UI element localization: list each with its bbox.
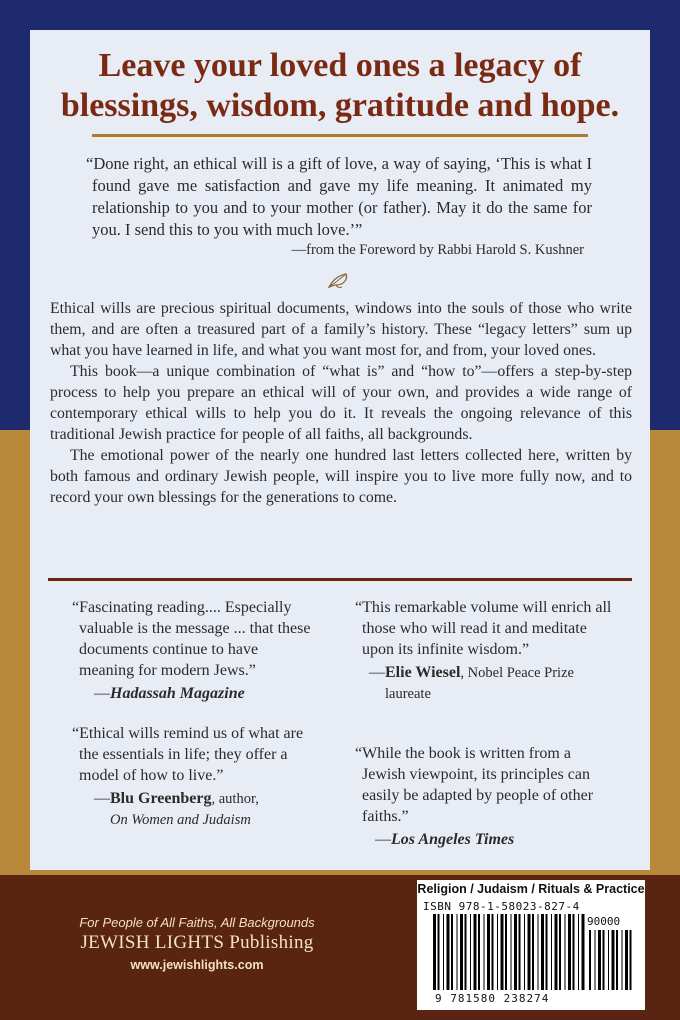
foreword-attribution: —from the Foreword by Rabbi Harold S. Kushner	[291, 242, 584, 258]
review-source: Los Angeles Times	[391, 831, 515, 848]
publisher-block	[72, 915, 322, 972]
review-detail: , Nobel Peace Prize	[460, 665, 574, 681]
description-paragraph-3: The emotional power of the nearly one hundred last letters collected here, written by both famous and ordinary Jewish people, will inspire you to live more fully now, and to record your own blessings for the generations to come.	[50, 447, 632, 506]
review-detail-2: laureate	[385, 686, 431, 702]
leaf-ornament-icon	[326, 270, 354, 290]
review-la-times	[355, 743, 615, 850]
review-hadassah	[72, 597, 312, 704]
review-dash: —	[375, 831, 391, 848]
back-cover-panel	[30, 30, 650, 870]
category-label: Religion / Judaism / Rituals & Practice	[417, 882, 645, 896]
review-source: Blu Greenberg	[110, 790, 212, 807]
review-greenberg	[72, 723, 317, 831]
brown-divider	[48, 578, 632, 581]
publisher-name: JEWISH LIGHTS Publishing	[80, 932, 314, 953]
review-attribution	[72, 683, 312, 704]
headline-line-2: blessings, wisdom, gratitude and hope.	[60, 87, 620, 124]
review-source: Hadassah Magazine	[110, 685, 245, 702]
publisher-tagline: For People of All Faiths, All Backgrounds	[79, 915, 315, 930]
description-paragraph-2: This book—a unique combination of “what is” and “how to”—offers a step-by-step process to help you prepare an ethical will of your own, and provides a wide range of contemporary ethical wills to help you do it. It reveals the ongoing relevance of this traditional Jewish practice for people of all faiths, all backgrounds.	[50, 363, 632, 443]
description-paragraph-1: Ethical wills are precious spiritual documents, windows into the souls of those who write them, and are often a treasured part of a family’s history. These “legacy letters” sum up what you have learned in life, and what you want most for, and from, your loved ones.	[50, 300, 632, 359]
description	[50, 298, 632, 508]
foreword-quote: “Done right, an ethical will is a gift of love, a way of saying, ‘This is what I found gave me satisfaction and gave my life meaning. It animated my relationship to you and to your mother (or father). May it do the same for you. I send this to you with much love.’”	[86, 154, 592, 239]
barcode-icon	[417, 880, 645, 1010]
review-text: “This remarkable volume will enrich all those who will read it and meditate upon its infinite wisdom.”	[355, 599, 612, 658]
review-dash: —	[369, 664, 385, 681]
headline-line-1: Leave your loved ones a legacy of	[98, 47, 582, 84]
review-text: “Fascinating reading.... Especially valuable is the message ... that these documents continue to have meaning for modern Jews.”	[72, 599, 311, 679]
price-code: 90000	[587, 915, 621, 928]
review-text: “While the book is written from a Jewish viewpoint, its principles can easily be adapted by people of other faiths.”	[355, 745, 594, 825]
publisher-url: www.jewishlights.com	[130, 958, 264, 972]
review-attribution	[355, 829, 615, 850]
review-dash: —	[94, 790, 110, 807]
isbn-label: ISBN 978-1-58023-827-4	[423, 900, 580, 913]
review-wiesel	[355, 597, 615, 705]
review-attribution	[355, 662, 615, 684]
review-dash: —	[94, 685, 110, 702]
barcode-panel	[417, 880, 645, 1010]
review-text: “Ethical wills remind us of what are the essentials in life; they offer a model of how to live.”	[72, 725, 304, 784]
review-detail: , author,	[211, 791, 259, 807]
barcode-number: 9 781580 238274	[435, 992, 550, 1005]
headline	[30, 46, 650, 126]
review-book-title: On Women and Judaism	[110, 812, 251, 828]
review-source: Elie Wiesel	[385, 664, 461, 681]
gold-divider-top	[92, 134, 588, 137]
review-attribution	[72, 788, 317, 810]
